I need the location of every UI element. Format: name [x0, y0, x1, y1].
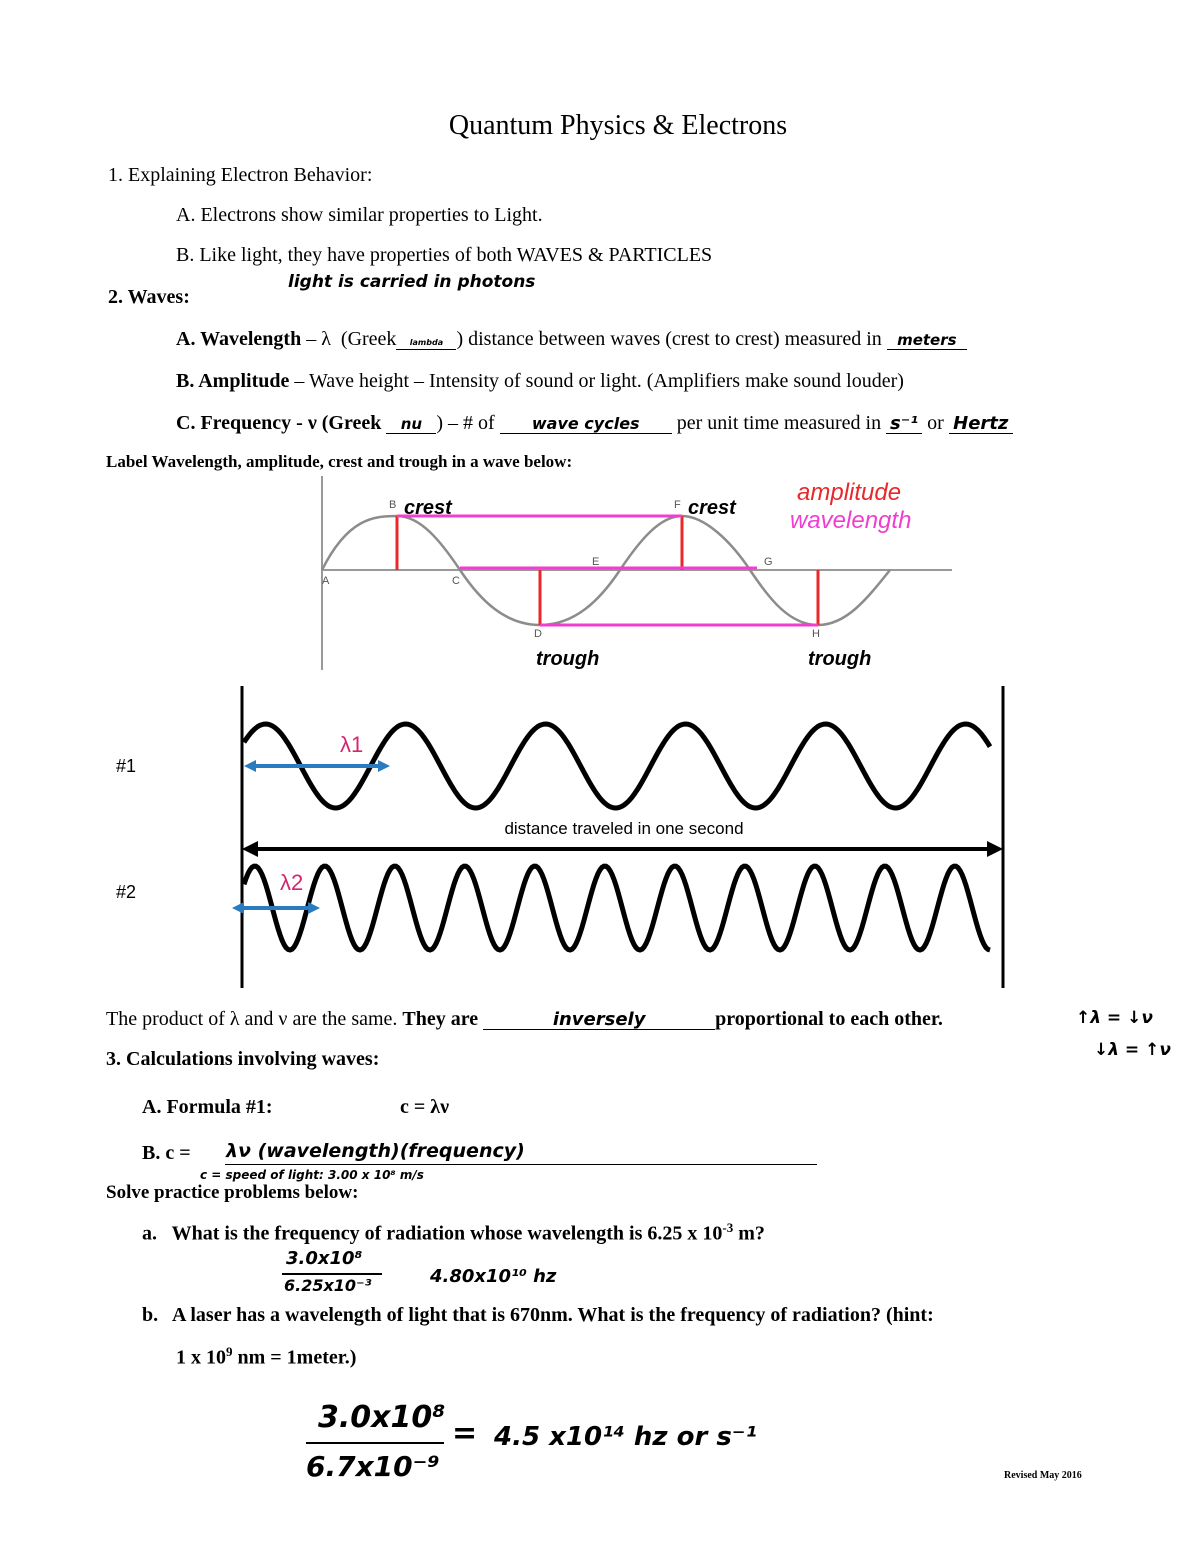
practice-heading: Solve practice problems below: [106, 1182, 359, 1203]
proportion-text3: proportional to each other. [715, 1008, 943, 1030]
lambda2-label: λ2 [280, 870, 304, 895]
revision-note: Revised May 2016 [1004, 1470, 1082, 1481]
amplitude-label: B. Amplitude [176, 370, 290, 392]
diagram1-heading: Label Wavelength, amplitude, crest and trough in a wave below: [106, 452, 573, 471]
frequency-text1: ) – # of [436, 412, 495, 434]
proportion-line [106, 1008, 943, 1031]
hertz-answer: Hertz [953, 413, 1009, 434]
hw-relation-2: ↓λ = ↑ν [1094, 1040, 1171, 1060]
frequency-label: C. Frequency - ν (Greek [176, 412, 382, 434]
lambda1-arrow-left-head [244, 760, 256, 772]
section1-heading: 1. Explaining Electron Behavior: [108, 164, 373, 186]
lambda-symbol: λ [321, 328, 331, 350]
distance-arrow-right-head [987, 841, 1003, 857]
formula-b-answer: λν (wavelength)(frequency) [226, 1140, 525, 1162]
problem-a-work-denominator: 6.25x10⁻³ [284, 1276, 372, 1295]
wavelength-line [176, 328, 967, 351]
hw-trough-1: trough [536, 648, 600, 670]
amplitude-line [176, 370, 904, 393]
distance-arrow-left-head [242, 841, 258, 857]
formula-b-answer-note: c = speed of light: 3.00 x 10⁸ m/s [200, 1168, 424, 1182]
proportion-text1: The product of λ and ν are the same. [106, 1008, 398, 1030]
point-D: D [534, 628, 542, 640]
proportion-text2: They are [402, 1008, 479, 1030]
problem-a-label: a. [142, 1222, 157, 1245]
point-G: G [764, 556, 773, 568]
lambda1-arrow-right-head [378, 760, 390, 772]
distance-label: distance traveled in one second [504, 819, 744, 838]
problem-b-fraction-bar [306, 1442, 444, 1444]
lambda1-label: λ1 [340, 732, 364, 757]
section2-heading: 2. Waves: [108, 286, 190, 308]
problem-b-work-equals: = [452, 1416, 478, 1451]
frequency-text2: per unit time measured in [676, 412, 882, 434]
formula1-label: A. Formula #1: [142, 1096, 273, 1118]
problem-b-label: b. [142, 1304, 159, 1326]
formula-b-label: B. c = [142, 1142, 191, 1164]
wave-2 [244, 866, 990, 950]
problem-a-unit: m? [733, 1222, 765, 1245]
wave1-label: #1 [116, 756, 137, 776]
problem-a-exponent: -3 [722, 1220, 734, 1235]
wavelength-dash: – [306, 328, 317, 350]
wave-cycles-answer: wave cycles [531, 414, 640, 433]
hw-crest-2: crest [688, 497, 736, 519]
problem-b-exponent: 9 [226, 1344, 233, 1359]
inverse-seconds-answer: s⁻¹ [890, 413, 919, 434]
meters-answer: meters [897, 331, 957, 349]
page-title: Quantum Physics & Electrons [448, 110, 788, 141]
lambda2-arrow-left-head [232, 902, 244, 914]
section3-heading: 3. Calculations involving waves: [106, 1048, 380, 1070]
point-B: B [389, 499, 397, 511]
problem-a [142, 1220, 765, 1246]
section1-item-b: B. Like light, they have properties of both WAVES & PARTICLES [176, 244, 713, 266]
problem-b-work-numerator: 3.0x10⁸ [318, 1400, 446, 1435]
lambda-answer: lambda [409, 338, 444, 347]
problem-a-text: What is the frequency of radiation whose wavelength is 6.25 x 10 [171, 1222, 723, 1245]
hw-relation-1: ↑λ = ↓ν [1076, 1008, 1153, 1028]
frequency-comparison-diagram [230, 684, 1020, 990]
frequency-line [176, 412, 1013, 435]
problem-b-work-denominator: 6.7x10⁻⁹ [306, 1450, 440, 1483]
problem-b-text: A laser has a wavelength of light that is 670nm. What is the frequency of radiation? (hint: [172, 1304, 934, 1326]
formula1: c = λν [400, 1096, 450, 1118]
wavelength-label: A. Wavelength [176, 328, 302, 350]
problem-a-work-numerator: 3.0x10⁸ [286, 1248, 363, 1269]
nu-answer: nu [400, 415, 423, 433]
problem-b-hint-post: nm = 1meter.) [232, 1346, 357, 1369]
wave2-label: #2 [116, 882, 137, 902]
frequency-text3: or [927, 412, 944, 434]
labeled-wave-diagram [300, 470, 980, 690]
problem-b [142, 1304, 934, 1327]
legend-wavelength: wavelength [790, 507, 912, 534]
legend-amplitude: amplitude [797, 479, 902, 506]
handwritten-photons-note: light is carried in photons [288, 272, 536, 292]
problem-a-fraction-bar [282, 1273, 382, 1275]
problem-b-hint-pre: 1 x 10 [176, 1346, 226, 1369]
problem-b-hint [176, 1344, 356, 1370]
point-A: A [322, 575, 330, 587]
point-H: H [812, 628, 820, 640]
greek-label: (Greek [340, 328, 397, 350]
section1-item-a: A. Electrons show similar properties to Light. [176, 204, 543, 226]
hw-crest-1: crest [404, 497, 452, 519]
lambda2-arrow-right-head [308, 902, 320, 914]
amplitude-text: – Wave height – Intensity of sound or light. (Amplifiers make sound louder) [294, 370, 904, 392]
point-E: E [592, 556, 600, 568]
point-F: F [674, 499, 681, 511]
hw-trough-2: trough [808, 648, 872, 670]
wavelength-text: ) distance between waves (crest to crest) measured in [456, 328, 882, 350]
problem-a-work-answer: 4.80x10¹⁰ hz [430, 1266, 557, 1287]
inversely-answer: inversely [552, 1009, 646, 1030]
problem-b-work-answer: 4.5 x10¹⁴ hz or s⁻¹ [494, 1422, 757, 1452]
point-C: C [452, 575, 460, 587]
